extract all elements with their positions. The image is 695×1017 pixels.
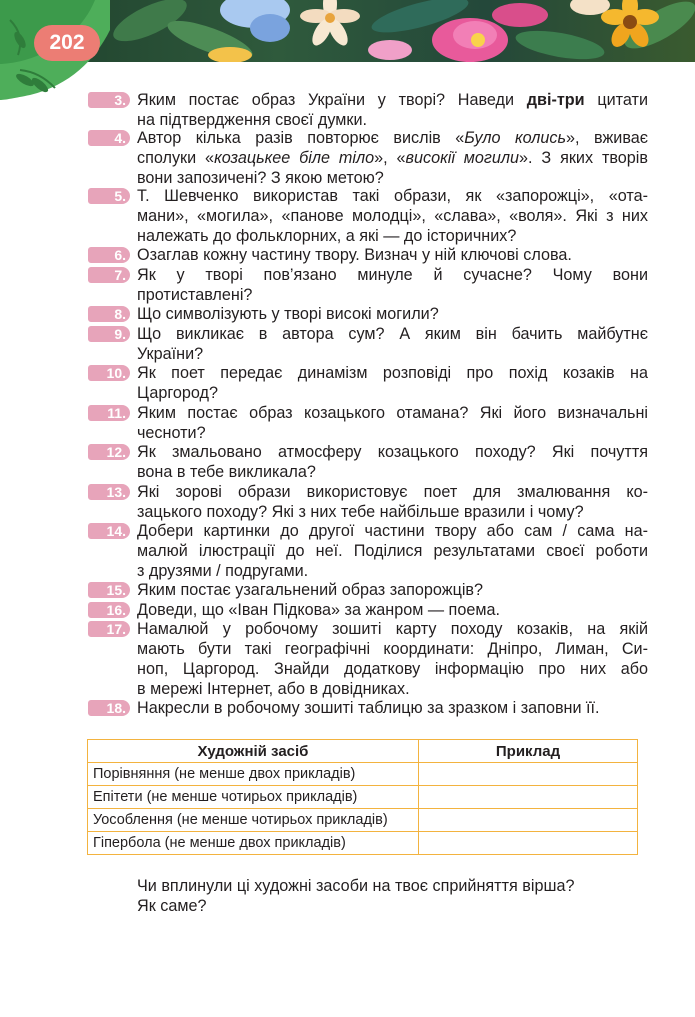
- question-item: [88, 698, 648, 718]
- question-text-line: Як змальовано атмосферу козацького походу? Які почуття: [137, 443, 648, 461]
- question-item: [88, 245, 648, 265]
- question-number: 12.: [88, 444, 130, 460]
- question-number: 8.: [88, 306, 130, 322]
- question-item: [88, 442, 648, 482]
- question-text-line: на підтвердження своєї думки.: [137, 111, 368, 129]
- final-question: [137, 876, 638, 916]
- question-text-line: малюй ілюстрації до неї. Поділися результатами своєї роботи: [137, 542, 648, 560]
- question-number: 17.: [88, 621, 130, 637]
- question-text-line: чесноти?: [137, 424, 206, 442]
- question-number: 4.: [88, 130, 130, 146]
- question-item: [88, 521, 648, 581]
- question-number: 9.: [88, 326, 130, 342]
- table-row: [88, 809, 638, 832]
- question-item: [88, 186, 648, 246]
- question-item: [88, 304, 648, 324]
- table-header-example: Приклад: [419, 740, 638, 763]
- question-item: [88, 363, 648, 403]
- question-text-line: протиставлені?: [137, 286, 253, 304]
- question-text-line: Як поет передає динамізм розповіді про похід козаків на: [137, 364, 648, 382]
- table-cell-example: [419, 763, 638, 786]
- question-number: 14.: [88, 523, 130, 539]
- question-number: 11.: [88, 405, 130, 421]
- table-header-row: [88, 740, 638, 763]
- corner-leaf-decoration: [0, 0, 110, 100]
- question-text-line: з друзями / подругами.: [137, 562, 309, 580]
- table-row: [88, 786, 638, 809]
- question-text-line: України?: [137, 345, 204, 363]
- question-text-line: вона в тебе викликала?: [137, 463, 316, 481]
- question-text-line: Добери картинки до другої частини твору або сам / сама на-: [137, 522, 648, 540]
- question-text-line: ноп, Царгород. Знайди додаткову інформацію про них або: [137, 660, 648, 678]
- question-item: [88, 482, 648, 522]
- question-item: [88, 600, 648, 620]
- question-number: 18.: [88, 700, 130, 716]
- table-cell-example: [419, 832, 638, 855]
- question-text-line: мають бути такі географічні координати: Дніпро, Лиман, Си-: [137, 640, 648, 658]
- table-row: [88, 832, 638, 855]
- question-text-line: Озаглав кожну частину твору. Визнач у ній ключові слова.: [137, 246, 572, 264]
- question-item: [88, 580, 648, 600]
- question-item: [88, 90, 648, 130]
- question-text-line: Яким постає образ України у творі? Наведи дві-три цитати: [137, 91, 648, 109]
- question-text-line: в мережі Інтернет, або в довідниках.: [137, 680, 410, 698]
- question-number: 10.: [88, 365, 130, 381]
- question-text-line: Яким постає образ козацького отамана? Які його визначальні: [137, 404, 648, 422]
- final-question-line: Чи вплинули ці художні засоби на твоє сприйняття вірша?: [137, 877, 575, 895]
- question-item: [88, 324, 648, 364]
- question-number: 16.: [88, 602, 130, 618]
- table-header-device: Художній засіб: [88, 740, 419, 763]
- question-text-line: Що викликає в автора сум? А яким він бачить майбутнє: [137, 325, 648, 343]
- question-text-line: Царгород?: [137, 384, 218, 402]
- question-text-line: належать до фольклорних, а які — до історичних?: [137, 227, 517, 245]
- table-cell-device: Уособлення (не менше чотирьох прикладів): [88, 809, 419, 832]
- question-item: [88, 403, 648, 443]
- question-text-line: Накресли в робочому зошиті таблицю за зразком і заповни її.: [137, 699, 600, 717]
- question-text-line: Яким постає узагальнений образ запорожців?: [137, 581, 484, 599]
- question-text-line: зацького походу? Які з них тебе найбільше вразили і чому?: [137, 503, 584, 521]
- question-number: 3.: [88, 92, 130, 108]
- question-item: [88, 265, 648, 305]
- question-number: 13.: [88, 484, 130, 500]
- question-number: 7.: [88, 267, 130, 283]
- question-text-line: сполуки «козацькее біле тіло», «високії могили». З яких творів: [137, 149, 648, 167]
- literary-devices-table: [87, 739, 638, 855]
- table-cell-device: Гіпербола (не менше двох прикладів): [88, 832, 419, 855]
- question-number: 5.: [88, 188, 130, 204]
- question-text-line: Як у творі пов’язано минуле й сучасне? Чому вони: [137, 266, 648, 284]
- question-number: 15.: [88, 582, 130, 598]
- question-item: [88, 619, 648, 699]
- question-text-line: Намалюй у робочому зошиті карту походу козаків, на якій: [137, 620, 648, 638]
- table-cell-device: Епітети (не менше чотирьох прикладів): [88, 786, 419, 809]
- question-text-line: Що символізують у творі високі могили?: [137, 305, 439, 323]
- question-text-line: мани», «могила», «панове молодці», «слава», «воля». Які з них: [137, 207, 648, 225]
- question-text-line: Які зорові образи використовує поет для змалювання ко-: [137, 483, 648, 501]
- question-text-line: Доведи, що «Іван Підкова» за жанром — поема.: [137, 601, 500, 619]
- table-cell-device: Порівняння (не менше двох прикладів): [88, 763, 419, 786]
- question-text-line: Т. Шевченко використав такі образи, як «запорожці», «ота-: [137, 187, 648, 205]
- table-row: [88, 763, 638, 786]
- table-cell-example: [419, 809, 638, 832]
- question-number: 6.: [88, 247, 130, 263]
- final-question-line: Як саме?: [137, 897, 207, 915]
- table-cell-example: [419, 786, 638, 809]
- question-text-line: Автор кілька разів повторює вислів «Було колись», вживає: [137, 129, 649, 147]
- question-text-line: вони запозичені? З якою метою?: [137, 169, 384, 187]
- page-number: 202: [34, 25, 100, 61]
- question-item: [88, 128, 648, 188]
